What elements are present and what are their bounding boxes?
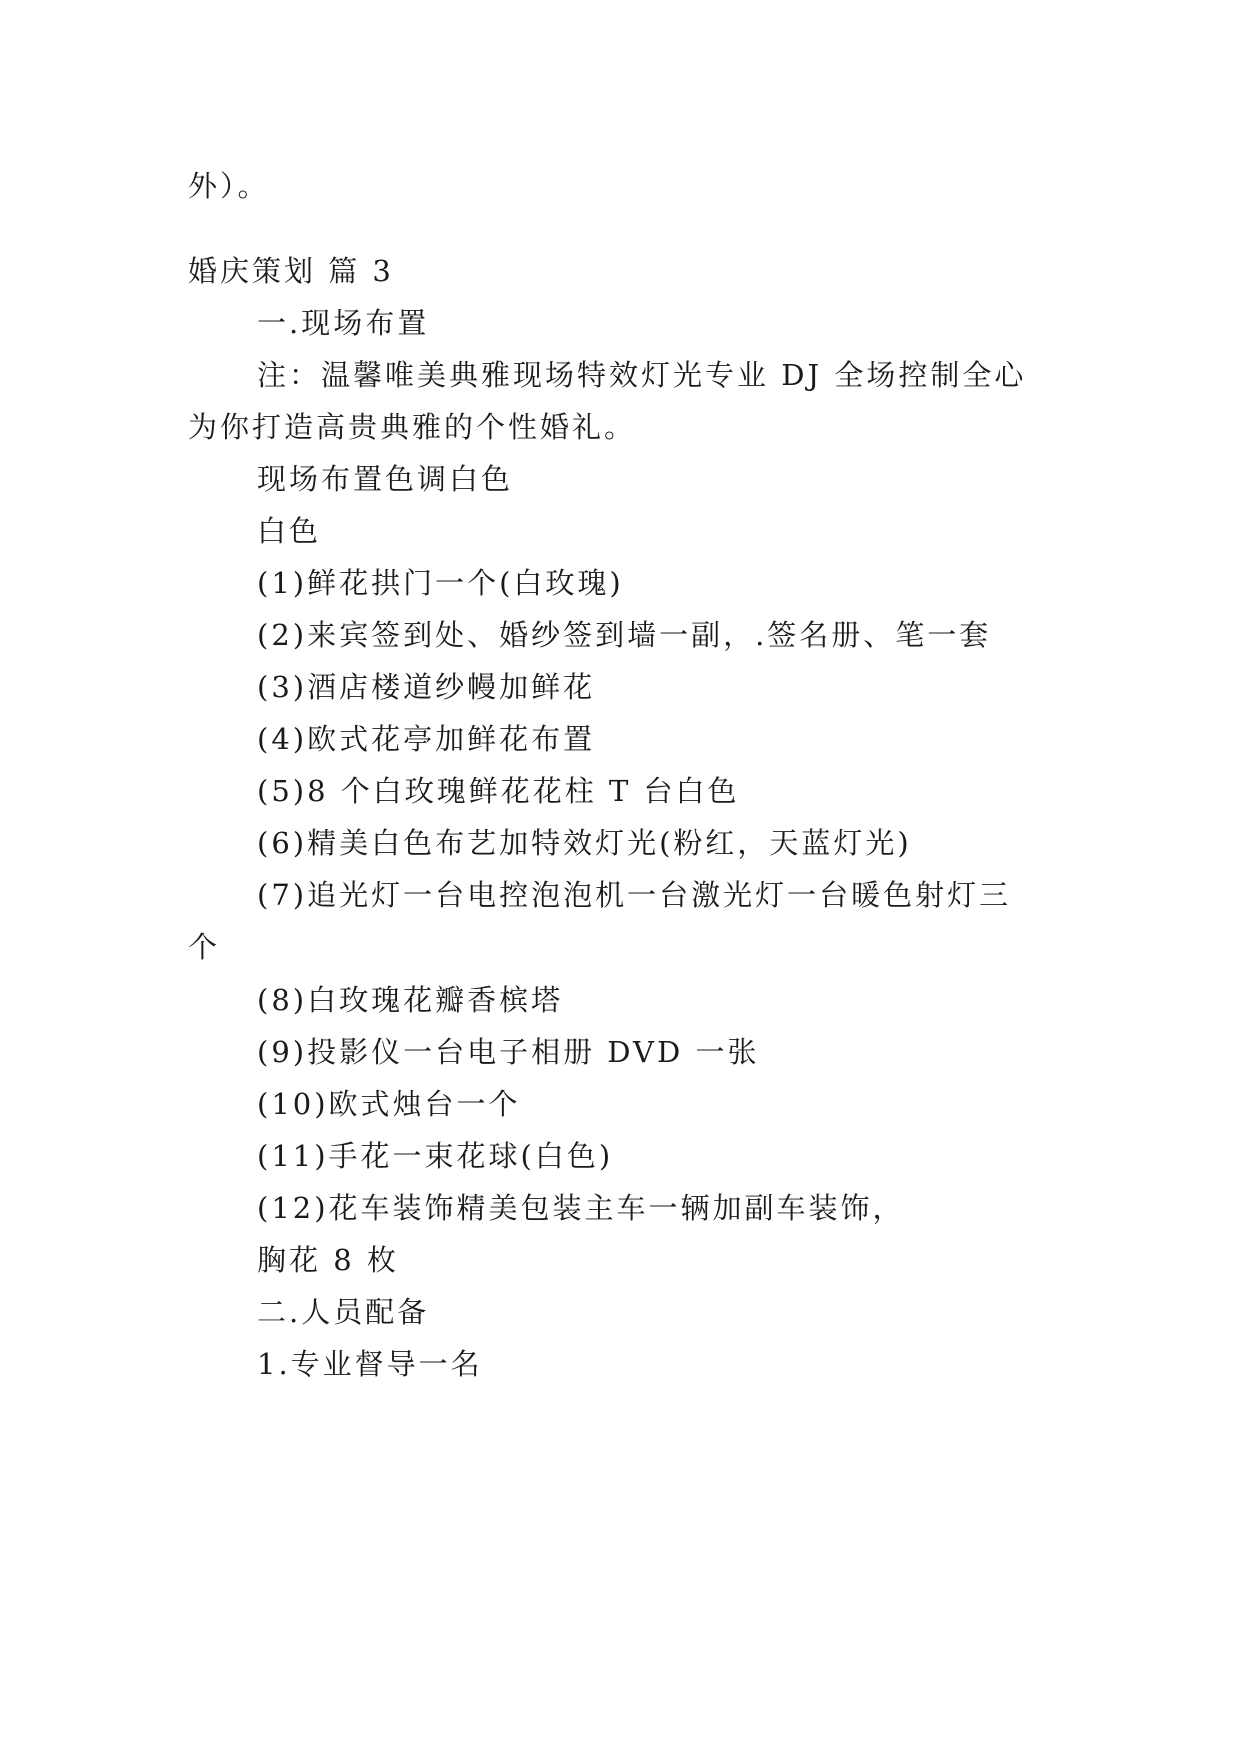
list-item: (8)白玫瑰花瓣香槟塔 [257, 983, 564, 1017]
list-item: (9)投影仪一台电子相册 DVD 一张 [257, 1035, 760, 1069]
list-item: (12)花车装饰精美包装主车一辆加副车装饰， [257, 1191, 905, 1225]
list-item: (2)来宾签到处、婚纱签到墙一副，.签名册、笔一套 [257, 618, 992, 652]
text-line: 白色 [257, 514, 322, 548]
subsection-heading: 二.人员配备 [257, 1295, 430, 1329]
section-heading: 婚庆策划 篇 3 [188, 254, 394, 288]
list-item: (7)追光灯一台电控泡泡机一台激光灯一台暖色射灯三 [257, 878, 1012, 912]
text-line: 为你打造高贵典雅的个性婚礼。 [188, 410, 637, 444]
list-item: (4)欧式花亭加鲜花布置 [257, 722, 596, 756]
list-item: (6)精美白色布艺加特效灯光(粉红，天蓝灯光) [257, 826, 912, 860]
text-line: 现场布置色调白色 [257, 462, 514, 496]
text-line: 注：温馨唯美典雅现场特效灯光专业 DJ 全场控制全心 [257, 358, 1027, 392]
subsection-heading: 一.现场布置 [257, 306, 430, 340]
list-item: (5)8 个白玫瑰鲜花花柱 T 台白色 [257, 774, 740, 808]
list-item: 1.专业督导一名 [257, 1347, 483, 1381]
list-item: (3)酒店楼道纱幔加鲜花 [257, 670, 596, 704]
text-line: 个 [188, 930, 221, 964]
list-item: (1)鲜花拱门一个(白玫瑰) [257, 566, 624, 600]
list-item: (11)手花一束花球(白色) [257, 1139, 614, 1173]
list-item: (10)欧式烛台一个 [257, 1087, 521, 1121]
text-line: 胸花 8 枚 [257, 1243, 399, 1277]
text-line: 外）。 [188, 169, 270, 203]
